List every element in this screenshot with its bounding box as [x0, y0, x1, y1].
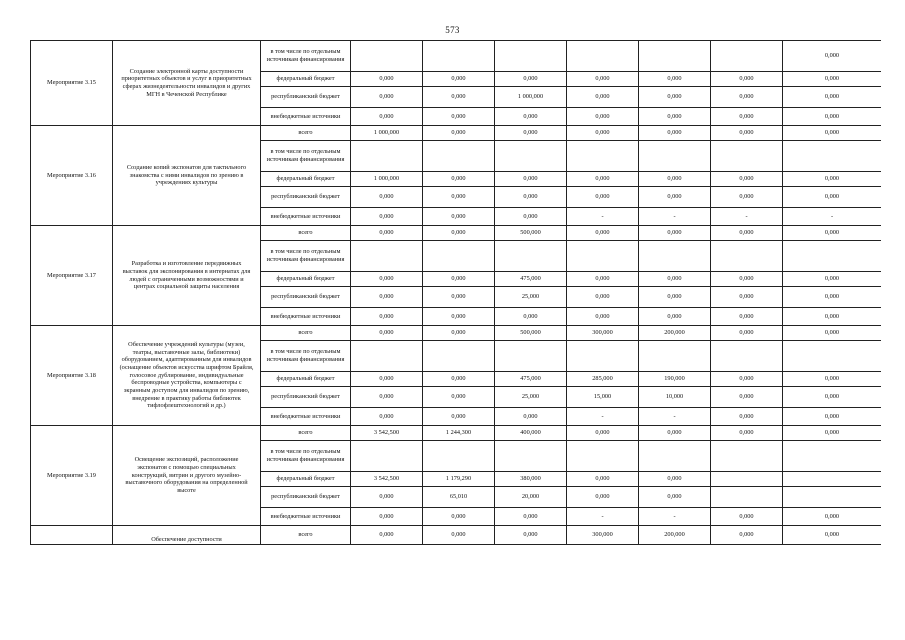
- amount-cell: -: [639, 508, 711, 526]
- amount-cell: 0,000: [423, 187, 495, 208]
- amount-cell: -: [711, 208, 783, 226]
- amount-cell: 0,000: [639, 187, 711, 208]
- table-row: [31, 41, 882, 72]
- amount-cell: [567, 141, 639, 172]
- amount-cell: 0,000: [783, 387, 882, 408]
- amount-cell: 0,000: [711, 326, 783, 341]
- amount-cell: [783, 341, 882, 372]
- amount-cell: [783, 472, 882, 487]
- funding-source-cell: в том числе по отдельным источникам финансирования: [261, 441, 351, 472]
- amount-cell: 0,000: [423, 287, 495, 308]
- amount-cell: 0,000: [783, 87, 882, 108]
- funding-source-cell: в том числе по отдельным источникам финансирования: [261, 341, 351, 372]
- amount-cell: 0,000: [783, 72, 882, 87]
- amount-cell: 0,000: [783, 41, 882, 72]
- amount-cell: [495, 241, 567, 272]
- amount-cell: 0,000: [423, 308, 495, 326]
- amount-cell: 0,000: [567, 272, 639, 287]
- funding-source-cell: внебюджетные источники: [261, 108, 351, 126]
- amount-cell: [495, 341, 567, 372]
- amount-cell: 0,000: [351, 87, 423, 108]
- amount-cell: 0,000: [423, 172, 495, 187]
- amount-cell: 0,000: [639, 226, 711, 241]
- amount-cell: [423, 341, 495, 372]
- amount-cell: [783, 141, 882, 172]
- amount-cell: [351, 241, 423, 272]
- amount-cell: 0,000: [423, 526, 495, 545]
- amount-cell: 0,000: [495, 526, 567, 545]
- amount-cell: 0,000: [423, 226, 495, 241]
- amount-cell: 0,000: [495, 308, 567, 326]
- amount-cell: 0,000: [783, 508, 882, 526]
- amount-cell: 0,000: [783, 187, 882, 208]
- amount-cell: 1 179,290: [423, 472, 495, 487]
- amount-cell: 0,000: [351, 108, 423, 126]
- amount-cell: 1 000,000: [495, 87, 567, 108]
- amount-cell: 3 542,500: [351, 426, 423, 441]
- amount-cell: 0,000: [711, 426, 783, 441]
- amount-cell: 475,000: [495, 372, 567, 387]
- funding-source-cell: федеральный бюджет: [261, 372, 351, 387]
- amount-cell: 0,000: [711, 187, 783, 208]
- amount-cell: [711, 441, 783, 472]
- amount-cell: 0,000: [567, 172, 639, 187]
- amount-cell: 0,000: [711, 172, 783, 187]
- amount-cell: 10,000: [639, 387, 711, 408]
- amount-cell: 0,000: [423, 408, 495, 426]
- amount-cell: [711, 472, 783, 487]
- amount-cell: 0,000: [567, 472, 639, 487]
- amount-cell: [351, 141, 423, 172]
- amount-cell: 0,000: [639, 272, 711, 287]
- amount-cell: 400,000: [495, 426, 567, 441]
- amount-cell: 0,000: [711, 508, 783, 526]
- amount-cell: -: [567, 408, 639, 426]
- amount-cell: 285,000: [567, 372, 639, 387]
- amount-cell: [567, 341, 639, 372]
- amount-cell: 0,000: [351, 308, 423, 326]
- amount-cell: [423, 141, 495, 172]
- amount-cell: 15,000: [567, 387, 639, 408]
- amount-cell: 0,000: [351, 408, 423, 426]
- activity-description-cell: Создание копий экспонатов для тактильного знакомства с ними инвалидов по зрению в учреждениях культуры: [113, 126, 261, 226]
- funding-source-cell: республиканский бюджет: [261, 87, 351, 108]
- amount-cell: 0,000: [351, 287, 423, 308]
- amount-cell: [423, 241, 495, 272]
- funding-source-cell: республиканский бюджет: [261, 487, 351, 508]
- funding-source-cell: в том числе по отдельным источникам финансирования: [261, 241, 351, 272]
- funding-source-cell: республиканский бюджет: [261, 187, 351, 208]
- amount-cell: 0,000: [567, 487, 639, 508]
- amount-cell: 0,000: [351, 226, 423, 241]
- amount-cell: 3 542,500: [351, 472, 423, 487]
- amount-cell: 0,000: [423, 87, 495, 108]
- amount-cell: 0,000: [567, 72, 639, 87]
- amount-cell: [639, 141, 711, 172]
- amount-cell: 0,000: [351, 372, 423, 387]
- amount-cell: [639, 41, 711, 72]
- funding-source-cell: федеральный бюджет: [261, 172, 351, 187]
- amount-cell: 25,000: [495, 287, 567, 308]
- amount-cell: 0,000: [711, 72, 783, 87]
- funding-source-cell: в том числе по отдельным источникам финансирования: [261, 141, 351, 172]
- amount-cell: 0,000: [495, 126, 567, 141]
- amount-cell: 0,000: [711, 387, 783, 408]
- activity-description-cell: Обеспечение учреждений культуры (музеи, театры, выставочные залы, библиотеки) оборудованием, адаптированным для инвалидов (оснащение объектов искусства шрифтом Брайля, голосовое дублирование, индивидуальные беспроводные устройства, компьютеры с экранным доступом для инвалидов по зрению, внедрение в практику работы библиотек тифлофлештехнологий и др.): [113, 326, 261, 426]
- activity-cell: Мероприятие 3.18: [31, 326, 113, 426]
- amount-cell: 0,000: [495, 108, 567, 126]
- amount-cell: 0,000: [495, 408, 567, 426]
- amount-cell: 0,000: [351, 326, 423, 341]
- page-number: 573: [445, 25, 460, 35]
- amount-cell: 0,000: [783, 226, 882, 241]
- amount-cell: [351, 341, 423, 372]
- funding-source-cell: всего: [261, 326, 351, 341]
- amount-cell: 0,000: [639, 108, 711, 126]
- activity-cell: Мероприятие 3.19: [31, 426, 113, 526]
- funding-source-cell: внебюджетные источники: [261, 208, 351, 226]
- amount-cell: 0,000: [711, 308, 783, 326]
- amount-cell: 0,000: [783, 326, 882, 341]
- amount-cell: -: [639, 208, 711, 226]
- amount-cell: [711, 141, 783, 172]
- table-row: [31, 126, 882, 141]
- amount-cell: 0,000: [495, 508, 567, 526]
- table-row: [31, 326, 882, 341]
- table-row: [31, 426, 882, 441]
- amount-cell: 0,000: [639, 472, 711, 487]
- amount-cell: 500,000: [495, 226, 567, 241]
- budget-table-container: [30, 40, 881, 574]
- funding-source-cell: внебюджетные источники: [261, 308, 351, 326]
- amount-cell: [711, 41, 783, 72]
- funding-source-cell: всего: [261, 126, 351, 141]
- amount-cell: 0,000: [783, 272, 882, 287]
- amount-cell: 0,000: [639, 87, 711, 108]
- activity-cell: Мероприятие 3.17: [31, 226, 113, 326]
- amount-cell: 190,000: [639, 372, 711, 387]
- amount-cell: 0,000: [567, 226, 639, 241]
- amount-cell: 0,000: [783, 308, 882, 326]
- amount-cell: [423, 441, 495, 472]
- amount-cell: 0,000: [639, 126, 711, 141]
- amount-cell: 0,000: [423, 272, 495, 287]
- amount-cell: 0,000: [711, 126, 783, 141]
- amount-cell: -: [783, 208, 882, 226]
- amount-cell: -: [567, 208, 639, 226]
- amount-cell: 0,000: [711, 526, 783, 545]
- amount-cell: 65,010: [423, 487, 495, 508]
- budget-table: [30, 40, 881, 545]
- amount-cell: 0,000: [711, 87, 783, 108]
- funding-source-cell: федеральный бюджет: [261, 72, 351, 87]
- amount-cell: 0,000: [351, 487, 423, 508]
- amount-cell: 300,000: [567, 526, 639, 545]
- amount-cell: 380,000: [495, 472, 567, 487]
- amount-cell: 0,000: [567, 87, 639, 108]
- amount-cell: 0,000: [495, 172, 567, 187]
- amount-cell: [495, 141, 567, 172]
- table-row: [31, 226, 882, 241]
- amount-cell: 0,000: [351, 272, 423, 287]
- funding-source-cell: федеральный бюджет: [261, 472, 351, 487]
- amount-cell: 0,000: [783, 108, 882, 126]
- amount-cell: 0,000: [423, 372, 495, 387]
- amount-cell: [351, 441, 423, 472]
- amount-cell: [495, 441, 567, 472]
- amount-cell: 0,000: [495, 187, 567, 208]
- amount-cell: 0,000: [783, 172, 882, 187]
- funding-source-cell: всего: [261, 426, 351, 441]
- amount-cell: 500,000: [495, 326, 567, 341]
- amount-cell: 0,000: [423, 126, 495, 141]
- amount-cell: 0,000: [567, 426, 639, 441]
- amount-cell: 0,000: [423, 508, 495, 526]
- amount-cell: 0,000: [711, 287, 783, 308]
- activity-cell: Мероприятие 3.16: [31, 126, 113, 226]
- amount-cell: 0,000: [567, 108, 639, 126]
- funding-source-cell: республиканский бюджет: [261, 387, 351, 408]
- amount-cell: 0,000: [495, 72, 567, 87]
- activity-description-cell: Разработка и изготовление передвижных выставок для экспонирования в интернатах для людей с ограниченными возможностями и центрах социальной защиты населения: [113, 226, 261, 326]
- amount-cell: 0,000: [783, 408, 882, 426]
- amount-cell: [423, 41, 495, 72]
- amount-cell: 475,000: [495, 272, 567, 287]
- amount-cell: 0,000: [783, 126, 882, 141]
- amount-cell: 200,000: [639, 526, 711, 545]
- amount-cell: 1 244,300: [423, 426, 495, 441]
- funding-source-cell: в том числе по отдельным источникам финансирования: [261, 41, 351, 72]
- amount-cell: [783, 487, 882, 508]
- amount-cell: 0,000: [783, 287, 882, 308]
- amount-cell: 0,000: [351, 72, 423, 87]
- amount-cell: [783, 241, 882, 272]
- amount-cell: 0,000: [783, 426, 882, 441]
- amount-cell: 0,000: [639, 426, 711, 441]
- amount-cell: 0,000: [351, 187, 423, 208]
- amount-cell: 0,000: [711, 226, 783, 241]
- amount-cell: 1 000,000: [351, 126, 423, 141]
- amount-cell: 0,000: [639, 287, 711, 308]
- amount-cell: 25,000: [495, 387, 567, 408]
- amount-cell: 0,000: [423, 108, 495, 126]
- funding-source-cell: федеральный бюджет: [261, 272, 351, 287]
- amount-cell: [639, 441, 711, 472]
- amount-cell: [567, 41, 639, 72]
- amount-cell: 0,000: [423, 72, 495, 87]
- amount-cell: 0,000: [351, 208, 423, 226]
- funding-source-cell: республиканский бюджет: [261, 287, 351, 308]
- amount-cell: [783, 441, 882, 472]
- amount-cell: 0,000: [783, 526, 882, 545]
- amount-cell: [639, 341, 711, 372]
- amount-cell: 0,000: [351, 526, 423, 545]
- amount-cell: 0,000: [423, 208, 495, 226]
- amount-cell: 0,000: [711, 272, 783, 287]
- amount-cell: 0,000: [567, 126, 639, 141]
- amount-cell: [567, 241, 639, 272]
- amount-cell: [495, 41, 567, 72]
- funding-source-cell: внебюджетные источники: [261, 408, 351, 426]
- amount-cell: 0,000: [711, 108, 783, 126]
- amount-cell: 0,000: [567, 287, 639, 308]
- amount-cell: 0,000: [639, 72, 711, 87]
- activity-cell: [31, 526, 113, 545]
- amount-cell: 0,000: [351, 508, 423, 526]
- amount-cell: 0,000: [567, 308, 639, 326]
- amount-cell: 1 000,000: [351, 172, 423, 187]
- amount-cell: 0,000: [639, 172, 711, 187]
- activity-description-cell: Обеспечение доступности: [113, 526, 261, 545]
- activity-description-cell: Освещение экспозиций, расположение экспонатов с помощью специальных конструкций, витрин и другого музейно-выставочного оборудования на определенной высоте: [113, 426, 261, 526]
- amount-cell: [711, 341, 783, 372]
- amount-cell: 0,000: [711, 372, 783, 387]
- amount-cell: 0,000: [495, 208, 567, 226]
- amount-cell: [711, 487, 783, 508]
- amount-cell: 0,000: [711, 408, 783, 426]
- budget-table-body: [31, 41, 882, 545]
- amount-cell: [351, 41, 423, 72]
- funding-source-cell: внебюджетные источники: [261, 508, 351, 526]
- amount-cell: -: [639, 408, 711, 426]
- amount-cell: 0,000: [639, 308, 711, 326]
- activity-cell: Мероприятие 3.15: [31, 41, 113, 126]
- amount-cell: 0,000: [783, 372, 882, 387]
- amount-cell: [711, 241, 783, 272]
- activity-description-cell: Создание электронной карты доступности приоритетных объектов и услуг в приоритетных сферах жизнедеятельности инвалидов и других МГН в Чеченской Республике: [113, 41, 261, 126]
- amount-cell: 0,000: [639, 487, 711, 508]
- amount-cell: [567, 441, 639, 472]
- amount-cell: 0,000: [351, 387, 423, 408]
- funding-source-cell: всего: [261, 526, 351, 545]
- amount-cell: 0,000: [423, 326, 495, 341]
- amount-cell: 300,000: [567, 326, 639, 341]
- amount-cell: 0,000: [423, 387, 495, 408]
- amount-cell: 20,000: [495, 487, 567, 508]
- amount-cell: 0,000: [567, 187, 639, 208]
- amount-cell: -: [567, 508, 639, 526]
- amount-cell: [639, 241, 711, 272]
- funding-source-cell: всего: [261, 226, 351, 241]
- table-row: [31, 526, 882, 545]
- amount-cell: 200,000: [639, 326, 711, 341]
